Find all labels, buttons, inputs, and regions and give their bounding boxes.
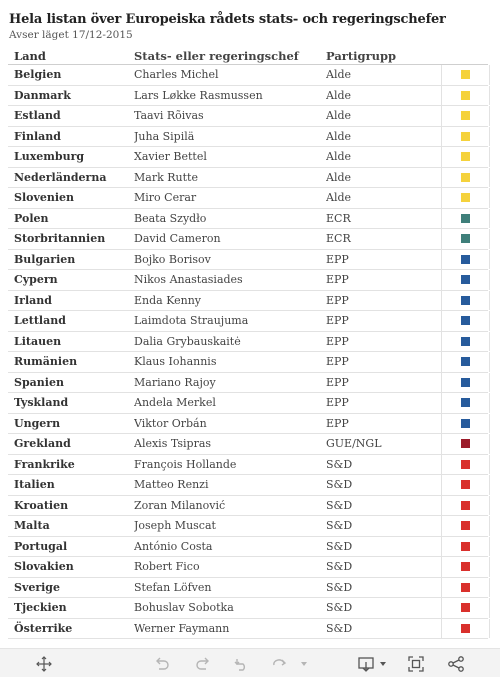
party-color-cell (441, 414, 490, 434)
party-color-swatch (461, 316, 470, 325)
party-color-cell (441, 332, 490, 352)
leader-cell: Mark Rutte (134, 170, 198, 184)
party-color-swatch (461, 234, 470, 243)
party-color-cell (441, 393, 490, 413)
party-cell: S&D (326, 621, 353, 635)
party-color-cell (441, 127, 490, 147)
leader-cell: Klaus Iohannis (134, 355, 217, 369)
replay-dropdown-icon[interactable] (294, 654, 314, 674)
leader-cell: Bohuslav Sobotka (134, 601, 234, 615)
leader-cell: Andela Merkel (134, 396, 216, 410)
party-cell: S&D (326, 580, 353, 594)
replay-icon[interactable] (270, 654, 290, 674)
table-row (8, 557, 488, 578)
party-color-cell (441, 455, 490, 475)
table-row (8, 414, 488, 435)
table-row (8, 147, 488, 168)
table-row (8, 168, 488, 189)
table-row (8, 455, 488, 476)
land-cell: Danmark (14, 88, 71, 102)
party-color-swatch (461, 542, 470, 551)
party-cell: EPP (326, 416, 349, 430)
land-cell: Ungern (14, 416, 61, 430)
table-header (8, 47, 488, 65)
party-color-cell (441, 516, 490, 536)
undo-icon[interactable] (152, 654, 172, 674)
column-header-leader: Stats- eller regeringschef (134, 48, 299, 63)
party-cell: S&D (326, 457, 353, 471)
leader-cell: Taavi Rõivas (134, 109, 204, 123)
land-cell: Kroatien (14, 498, 69, 512)
party-cell: Alde (326, 129, 352, 143)
leader-cell: Laimdota Straujuma (134, 314, 249, 328)
party-color-swatch (461, 624, 470, 633)
leader-cell: Nikos Anastasiades (134, 273, 243, 287)
leader-cell: François Hollande (134, 457, 237, 471)
party-color-cell (441, 291, 490, 311)
land-cell: Bulgarien (14, 252, 76, 266)
party-color-cell (441, 557, 490, 577)
party-color-cell (441, 578, 490, 598)
party-color-swatch (461, 521, 470, 530)
leader-cell: David Cameron (134, 232, 221, 246)
party-cell: S&D (326, 539, 353, 553)
leader-cell: Miro Cerar (134, 191, 197, 205)
table-row (8, 250, 488, 271)
bottom-toolbar (0, 648, 500, 677)
land-cell: Nederländerna (14, 170, 107, 184)
download-dropdown-icon[interactable] (373, 654, 393, 674)
party-color-swatch (461, 419, 470, 428)
table-row (8, 475, 488, 496)
party-cell: GUE/NGL (326, 437, 382, 451)
party-cell: EPP (326, 273, 349, 287)
leader-cell: Beata Szydło (134, 211, 207, 225)
leader-cell: Dalia Grybauskaitė (134, 334, 241, 348)
party-color-cell (441, 106, 490, 126)
redo-icon[interactable] (193, 654, 213, 674)
table-row (8, 209, 488, 230)
column-header-color (441, 47, 488, 64)
party-color-swatch (461, 91, 470, 100)
table-row (8, 352, 488, 373)
party-cell: ECR (326, 211, 351, 225)
party-color-swatch (461, 193, 470, 202)
leader-cell: Juha Sipilä (134, 129, 195, 143)
land-cell: Polen (14, 211, 49, 225)
party-color-cell (441, 188, 490, 208)
party-cell: S&D (326, 478, 353, 492)
party-color-swatch (461, 357, 470, 366)
table-row (8, 537, 488, 558)
table-body (8, 65, 488, 639)
party-color-swatch (461, 214, 470, 223)
share-icon[interactable] (446, 654, 466, 674)
table-row (8, 434, 488, 455)
leader-cell: Robert Fico (134, 560, 200, 574)
party-color-cell (441, 209, 490, 229)
column-header-land: Land (14, 48, 46, 63)
leader-cell: Alexis Tsipras (134, 437, 212, 451)
party-cell: S&D (326, 519, 353, 533)
table-row (8, 229, 488, 250)
move-icon[interactable] (34, 654, 54, 674)
party-color-cell (441, 250, 490, 270)
leader-cell: Enda Kenny (134, 293, 202, 307)
table-row (8, 332, 488, 353)
table-row (8, 311, 488, 332)
land-cell: Spanien (14, 375, 64, 389)
page-title: Hela listan över Europeiska rådets stats- och regeringschefer (9, 12, 446, 27)
party-color-swatch (461, 501, 470, 510)
party-color-swatch (461, 255, 470, 264)
table-row (8, 619, 488, 640)
party-cell: Alde (326, 191, 352, 205)
leader-cell: Xavier Bettel (134, 150, 207, 164)
party-color-swatch (461, 337, 470, 346)
page-subtitle: Avser läget 17/12-2015 (9, 29, 133, 41)
party-color-swatch (461, 439, 470, 448)
party-color-swatch (461, 583, 470, 592)
party-color-cell (441, 229, 490, 249)
land-cell: Italien (14, 478, 55, 492)
leader-cell: Viktor Orbán (134, 416, 207, 430)
land-cell: Lettland (14, 314, 66, 328)
column-header-party: Partigrupp (326, 48, 397, 63)
land-cell: Finland (14, 129, 61, 143)
table-row (8, 127, 488, 148)
leader-cell: Werner Faymann (134, 621, 230, 635)
revert-icon[interactable] (232, 654, 252, 674)
party-color-swatch (461, 70, 470, 79)
land-cell: Slovakien (14, 560, 74, 574)
land-cell: Storbritannien (14, 232, 106, 246)
party-color-cell (441, 475, 490, 495)
party-cell: S&D (326, 601, 353, 615)
party-color-cell (441, 65, 490, 85)
land-cell: Tjeckien (14, 601, 67, 615)
land-cell: Slovenien (14, 191, 75, 205)
table-row (8, 86, 488, 107)
land-cell: Rumänien (14, 355, 78, 369)
party-color-swatch (461, 111, 470, 120)
leader-cell: Charles Michel (134, 68, 219, 82)
party-cell: EPP (326, 314, 349, 328)
leader-cell: Lars Løkke Rasmussen (134, 88, 263, 102)
party-color-swatch (461, 296, 470, 305)
table-row (8, 65, 488, 86)
land-cell: Österrike (14, 621, 73, 635)
party-color-swatch (461, 603, 470, 612)
party-cell: Alde (326, 150, 352, 164)
land-cell: Litauen (14, 334, 62, 348)
party-cell: EPP (326, 375, 349, 389)
party-color-swatch (461, 132, 470, 141)
land-cell: Belgien (14, 68, 62, 82)
table-row (8, 106, 488, 127)
party-color-swatch (461, 275, 470, 284)
party-color-cell (441, 270, 490, 290)
table-row (8, 373, 488, 394)
party-color-cell (441, 598, 490, 618)
land-cell: Sverige (14, 580, 60, 594)
leader-cell: Bojko Borisov (134, 252, 211, 266)
party-cell: S&D (326, 560, 353, 574)
table-row (8, 188, 488, 209)
table-row (8, 291, 488, 312)
party-color-cell (441, 496, 490, 516)
leader-cell: Matteo Renzi (134, 478, 209, 492)
party-cell: Alde (326, 88, 352, 102)
table-row (8, 578, 488, 599)
leader-cell: Mariano Rajoy (134, 375, 216, 389)
party-cell: ECR (326, 232, 351, 246)
party-cell: Alde (326, 68, 352, 82)
party-cell: Alde (326, 109, 352, 123)
party-color-cell (441, 168, 490, 188)
party-color-cell (441, 147, 490, 167)
party-color-cell (441, 619, 490, 639)
leader-cell: Stefan Löfven (134, 580, 212, 594)
land-cell: Cypern (14, 273, 58, 287)
party-color-swatch (461, 562, 470, 571)
party-color-cell (441, 373, 490, 393)
land-cell: Estland (14, 109, 61, 123)
party-color-swatch (461, 173, 470, 182)
party-color-swatch (461, 398, 470, 407)
party-cell: Alde (326, 170, 352, 184)
party-cell: S&D (326, 498, 353, 512)
table-row (8, 393, 488, 414)
party-color-cell (441, 537, 490, 557)
party-color-cell (441, 352, 490, 372)
leaders-table (8, 47, 488, 639)
land-cell: Frankrike (14, 457, 75, 471)
party-color-cell (441, 311, 490, 331)
table-row (8, 598, 488, 619)
fullscreen-icon[interactable] (406, 654, 426, 674)
leader-cell: Joseph Muscat (134, 519, 216, 533)
land-cell: Luxemburg (14, 150, 85, 164)
party-cell: EPP (326, 396, 349, 410)
leader-cell: Zoran Milanović (134, 498, 226, 512)
party-color-cell (441, 86, 490, 106)
land-cell: Grekland (14, 437, 71, 451)
party-cell: EPP (326, 355, 349, 369)
party-cell: EPP (326, 293, 349, 307)
leader-cell: António Costa (134, 539, 213, 553)
party-color-swatch (461, 460, 470, 469)
land-cell: Portugal (14, 539, 68, 553)
land-cell: Tyskland (14, 396, 69, 410)
land-cell: Malta (14, 519, 50, 533)
party-color-cell (441, 434, 490, 454)
land-cell: Irland (14, 293, 52, 307)
table-row (8, 496, 488, 517)
party-cell: EPP (326, 334, 349, 348)
party-color-swatch (461, 378, 470, 387)
party-cell: EPP (326, 252, 349, 266)
table-row (8, 516, 488, 537)
party-color-swatch (461, 152, 470, 161)
table-row (8, 270, 488, 291)
party-color-swatch (461, 480, 470, 489)
